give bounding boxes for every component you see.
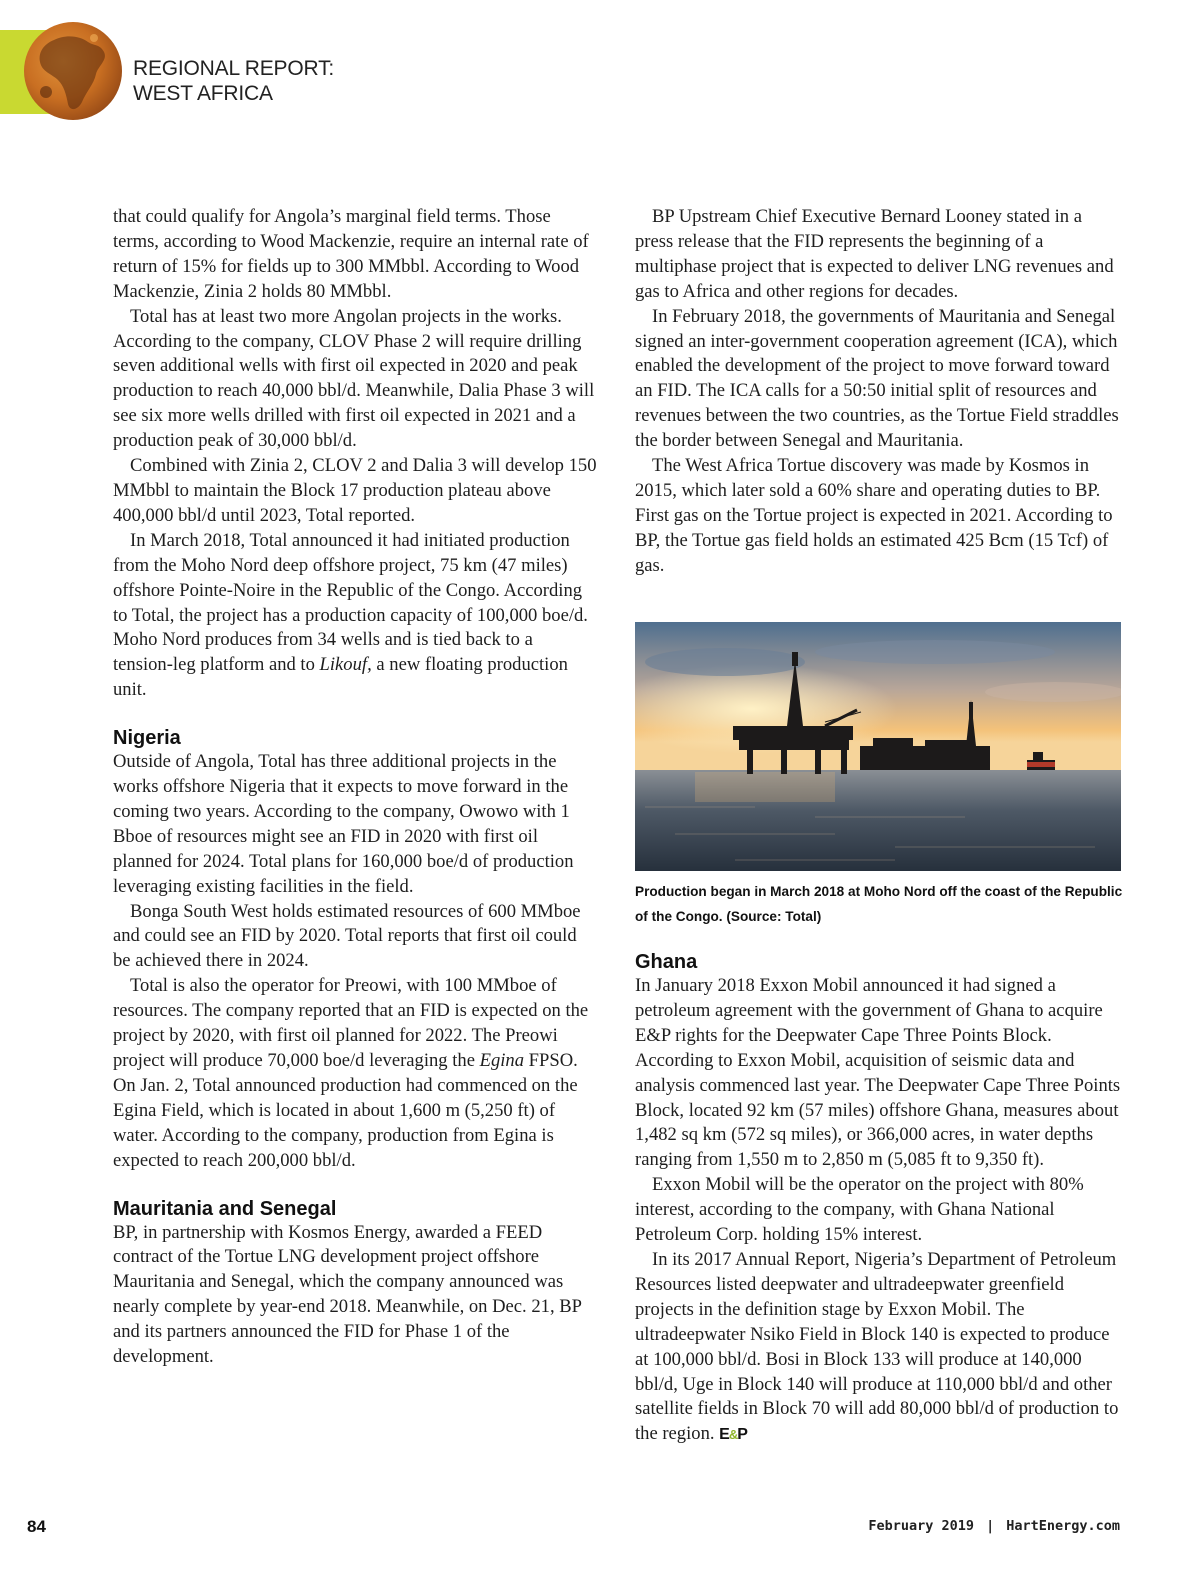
text-run: FPSO. On Jan. 2, Total announced production had commenced on the Egina Field, which is located in about 1,600 m (5,250 ft) of water. According to the company, production from Egina is expected to reach 200,000 bbl/d. [113,1050,578,1171]
section-kicker [133,56,334,106]
photo-caption: Production began in March 2018 at Moho Nord off the coast of the Republic of the Congo. (Source: Total) [635,884,1123,924]
text-run: a new floating production unit. [113,654,568,701]
text-run: Total is also the operator for Preowi, with 100 MMboe of resources. The company reported that an FID is expected on the project by 2020, with first oil planned for 2022. The Preowi project will produce 70,000 boe/d leveraging the [113,975,589,1071]
paragraph: that could qualify for Angola’s marginal field terms. Those terms, according to Wood Mackenzie, require an internal rate of return of 15% for fields up to 300 MMbbl. According to Wood Mackenzie, Zinia 2 holds 80 MMbbl. [113,206,589,302]
paragraph: In February 2018, the governments of Mauritania and Senegal signed an inter-government cooperation agreement (ICA), which enabled the development of the project to move forward toward an FID. The ICA calls for a 50:50 initial split of resources and revenues between the two countries, as the Tortue Field straddles the border between Senegal and Mauritania. [635,305,1119,452]
paragraph: In January 2018 Exxon Mobil announced it had signed a petroleum agreement with the government of Ghana to acquire E&P rights for the Deepwater Cape Three Points Block. According to Exxon Mobil, acquisition of seismic data and analysis commenced last year. The Deepwater Cape Three Points Block, located 92 km (57 miles) offshore Ghana, measures about 1,482 sq km (572 sq miles), or 366,000 acres, in water depths ranging from 1,550 m to 2,850 m (5,085 ft to 9,350 ft). [635,975,1121,1171]
right-column-lower [635,950,1121,1448]
right-column [635,205,1121,579]
paragraph: Exxon Mobil will be the operator on the project with 80% interest, according to the company, with Ghana National Petroleum Corp. holding 15% interest. [635,1174,1084,1246]
africa-map-icon [24,22,122,120]
end-mark-e: E [719,1426,729,1444]
kicker-line-1: REGIONAL REPORT: [133,57,335,80]
kicker-line-2: WEST AFRICA [133,82,273,105]
paragraph: BP Upstream Chief Executive Bernard Looney stated in a press release that the FID represents the beginning of a multiphase project that is expected to deliver LNG revenues and gas to Africa and other regions for decades. [635,206,1114,302]
footer-line [868,1518,1120,1534]
paragraph: Outside of Angola, Total has three additional projects in the works offshore Nigeria that it expects to move forward in the coming two years. According to the company, Owowo with 1 Bboe of resources might see an FID in 2020 with first oil planned for 2024. Total plans for 160,000 boe/d of production leveraging existing facilities in the field. [113,751,574,897]
issue-date: February 2019 [868,1518,975,1534]
section-heading-mauritania-senegal: Mauritania and Senegal [113,1197,337,1220]
section-heading-nigeria: Nigeria [113,727,181,750]
paragraph: Total has at least two more Angolan projects in the works. According to the company, CLOV Phase 2 will require drilling seven additional wells with first oil expected in 2020 and peak production to reach 40,000 bbl/d. Meanwhile, Dalia Phase 3 will see six more wells drilled with first oil expected in 2021 and a production peak of 30,000 bbl/d. [113,305,595,452]
paragraph: Combined with Zinia 2, CLOV 2 and Dalia 3 will develop 150 MMbbl to maintain the Block 17 production plateau above 400,000 bbl/d until 2023, Total reported. [113,455,597,526]
paragraph [113,974,597,1173]
footer-separator: | [986,1518,995,1534]
paragraph: BP, in partnership with Kosmos Energy, awarded a FEED contract of the Tortue LNG development project offshore Mauritania and Senegal, which the company announced was nearly complete by year-end 2018. Meanwhile, on Dec. 21, BP and its partners announced the FID for Phase 1 of the development. [113,1221,582,1368]
text-run: In its 2017 Annual Report, Nigeria’s Department of Petroleum Resources listed deepwater and ultradeepwater greenfield projects in the definition stage by Exxon Mobil. The ultradeepwater Nsiko Field in Block 140 is expected to produce at 100,000 bbl/d. Bosi in Block 133 will produce at 140,000 bbl/d, Uge in Block 140 will produce at 110,000 bbl/d and other satellite fields in Block 70 will add 80,000 bbl/d of production to the region. [635,1248,1119,1445]
section-heading-ghana: Ghana [635,951,698,973]
page-number: 84 [27,1517,46,1536]
vessel-name: Egina [479,1050,525,1071]
left-column [113,205,597,1370]
site-name: HartEnergy.com [1006,1518,1120,1534]
paragraph [635,1248,1121,1448]
end-mark-amp: & [728,1427,738,1443]
offshore-platform-photo [635,622,1121,871]
end-mark-logo [719,1426,747,1443]
paragraph: Bonga South West holds estimated resources of 600 MMboe and could see an FID by 2020. Total reports that first oil could be achieved there in 2024. [113,900,581,972]
end-mark-p: P [737,1426,747,1444]
vessel-name: Likouf, [319,654,372,676]
text-run: In March 2018, Total announced it had initiated production from the Moho Nord deep offshore project, 75 km (47 miles) offshore Pointe-Noire in the Republic of the Congo. According to Total, the project has a production capacity of 100,000 boe/d. Moho Nord produces from 34 wells and is tied back to a tension-leg platform and to [113,529,588,676]
paragraph [113,529,597,703]
paragraph: The West Africa Tortue discovery was made by Kosmos in 2015, which later sold a 60% share and operating duties to BP. First gas on the Tortue project is expected in 2021. According to BP, the Tortue gas field holds an estimated 425 Bcm (15 Tcf) of gas. [635,455,1113,576]
